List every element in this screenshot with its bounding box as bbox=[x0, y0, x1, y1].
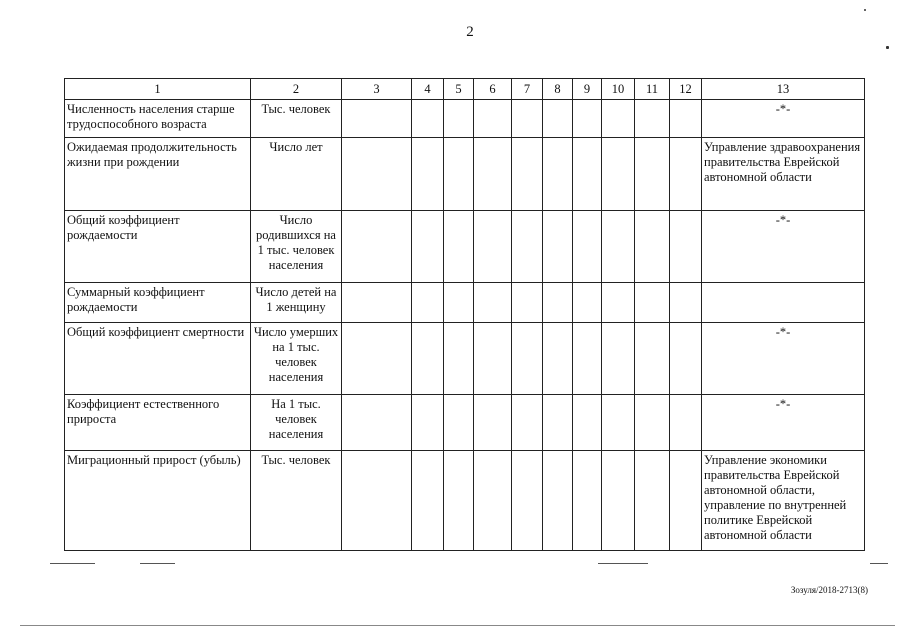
indicator-cell: Коэффициент естественного прироста bbox=[65, 395, 251, 451]
value-cell bbox=[412, 451, 444, 551]
value-cell bbox=[573, 211, 602, 283]
value-cell bbox=[342, 283, 412, 323]
value-cell bbox=[474, 100, 512, 138]
value-cell bbox=[602, 451, 635, 551]
value-cell bbox=[412, 323, 444, 395]
table-row bbox=[65, 138, 865, 211]
scan-speck bbox=[886, 46, 889, 49]
source-cell: -*- bbox=[702, 100, 865, 138]
column-header-2: 2 bbox=[251, 79, 342, 100]
value-cell bbox=[670, 138, 702, 211]
value-cell bbox=[543, 211, 573, 283]
value-cell bbox=[512, 138, 543, 211]
value-cell bbox=[512, 323, 543, 395]
unit-cell: Число лет bbox=[251, 138, 342, 211]
column-header-8: 8 bbox=[543, 79, 573, 100]
value-cell bbox=[444, 323, 474, 395]
value-cell bbox=[444, 451, 474, 551]
indicator-cell: Суммарный коэффициент рождаемости bbox=[65, 283, 251, 323]
table-row bbox=[65, 100, 865, 138]
value-cell bbox=[670, 451, 702, 551]
indicator-cell: Общий коэффициент рождаемости bbox=[65, 211, 251, 283]
value-cell bbox=[602, 211, 635, 283]
column-header-6: 6 bbox=[474, 79, 512, 100]
value-cell bbox=[602, 323, 635, 395]
column-header-12: 12 bbox=[670, 79, 702, 100]
source-cell: -*- bbox=[702, 395, 865, 451]
value-cell bbox=[635, 138, 670, 211]
value-cell bbox=[543, 283, 573, 323]
value-cell bbox=[474, 138, 512, 211]
value-cell bbox=[512, 100, 543, 138]
unit-cell: На 1 тыс. человек населения bbox=[251, 395, 342, 451]
value-cell bbox=[342, 211, 412, 283]
value-cell bbox=[342, 395, 412, 451]
value-cell bbox=[342, 138, 412, 211]
table-row bbox=[65, 451, 865, 551]
value-cell bbox=[444, 395, 474, 451]
value-cell bbox=[474, 283, 512, 323]
column-header-11: 11 bbox=[635, 79, 670, 100]
value-cell bbox=[412, 283, 444, 323]
value-cell bbox=[412, 211, 444, 283]
unit-cell: Число детей на 1 женщину bbox=[251, 283, 342, 323]
header-row bbox=[65, 79, 865, 100]
indicator-cell: Общий коэффициент смертности bbox=[65, 323, 251, 395]
scan-dash-line bbox=[870, 563, 888, 564]
value-cell bbox=[444, 283, 474, 323]
source-cell: Управление здравоохранения правительства Еврейской автономной области bbox=[702, 138, 865, 211]
value-cell bbox=[670, 323, 702, 395]
value-cell bbox=[670, 211, 702, 283]
scan-dash-line bbox=[50, 563, 95, 564]
value-cell bbox=[342, 451, 412, 551]
source-cell bbox=[702, 283, 865, 323]
value-cell bbox=[543, 138, 573, 211]
table-row bbox=[65, 323, 865, 395]
page-number: 2 bbox=[466, 24, 474, 40]
value-cell bbox=[342, 323, 412, 395]
scan-dash-line bbox=[598, 563, 648, 564]
source-cell: Управление экономики правительства Еврейской автономной области, управление по внутренней политике Еврейской автономной области bbox=[702, 451, 865, 551]
table-row bbox=[65, 283, 865, 323]
value-cell bbox=[543, 323, 573, 395]
column-header-5: 5 bbox=[444, 79, 474, 100]
table-row bbox=[65, 395, 865, 451]
value-cell bbox=[573, 323, 602, 395]
column-header-13: 13 bbox=[702, 79, 865, 100]
value-cell bbox=[543, 451, 573, 551]
value-cell bbox=[670, 100, 702, 138]
unit-cell: Тыс. человек bbox=[251, 100, 342, 138]
value-cell bbox=[444, 100, 474, 138]
unit-cell: Число умерших на 1 тыс. человек населения bbox=[251, 323, 342, 395]
value-cell bbox=[635, 395, 670, 451]
value-cell bbox=[602, 100, 635, 138]
value-cell bbox=[543, 100, 573, 138]
column-header-9: 9 bbox=[573, 79, 602, 100]
scan-bottom-line bbox=[20, 625, 895, 626]
value-cell bbox=[635, 451, 670, 551]
value-cell bbox=[573, 138, 602, 211]
column-header-4: 4 bbox=[412, 79, 444, 100]
value-cell bbox=[444, 138, 474, 211]
value-cell bbox=[474, 395, 512, 451]
source-cell: -*- bbox=[702, 323, 865, 395]
value-cell bbox=[474, 323, 512, 395]
column-header-10: 10 bbox=[602, 79, 635, 100]
value-cell bbox=[412, 395, 444, 451]
value-cell bbox=[602, 138, 635, 211]
indicator-cell: Численность населения старше трудоспособного возраста bbox=[65, 100, 251, 138]
value-cell bbox=[474, 211, 512, 283]
document-code: Зозуля/2018-2713(8) bbox=[790, 585, 868, 595]
value-cell bbox=[412, 100, 444, 138]
source-cell: -*- bbox=[702, 211, 865, 283]
value-cell bbox=[670, 283, 702, 323]
value-cell bbox=[573, 283, 602, 323]
value-cell bbox=[635, 211, 670, 283]
indicators-table bbox=[64, 78, 865, 551]
scan-speck bbox=[864, 9, 866, 11]
value-cell bbox=[602, 283, 635, 323]
value-cell bbox=[670, 395, 702, 451]
table-row bbox=[65, 211, 865, 283]
value-cell bbox=[512, 283, 543, 323]
value-cell bbox=[512, 211, 543, 283]
value-cell bbox=[573, 100, 602, 138]
indicator-cell: Миграционный прирост (убыль) bbox=[65, 451, 251, 551]
indicator-cell: Ожидаемая продолжительность жизни при рождении bbox=[65, 138, 251, 211]
unit-cell: Тыс. человек bbox=[251, 451, 342, 551]
column-header-7: 7 bbox=[512, 79, 543, 100]
value-cell bbox=[573, 395, 602, 451]
column-header-3: 3 bbox=[342, 79, 412, 100]
value-cell bbox=[444, 211, 474, 283]
value-cell bbox=[512, 395, 543, 451]
unit-cell: Число родившихся на 1 тыс. человек населения bbox=[251, 211, 342, 283]
value-cell bbox=[474, 451, 512, 551]
value-cell bbox=[635, 283, 670, 323]
scan-dash-line bbox=[140, 563, 175, 564]
value-cell bbox=[602, 395, 635, 451]
value-cell bbox=[512, 451, 543, 551]
value-cell bbox=[412, 138, 444, 211]
value-cell bbox=[573, 451, 602, 551]
value-cell bbox=[635, 323, 670, 395]
column-header-1: 1 bbox=[65, 79, 251, 100]
value-cell bbox=[635, 100, 670, 138]
value-cell bbox=[543, 395, 573, 451]
value-cell bbox=[342, 100, 412, 138]
